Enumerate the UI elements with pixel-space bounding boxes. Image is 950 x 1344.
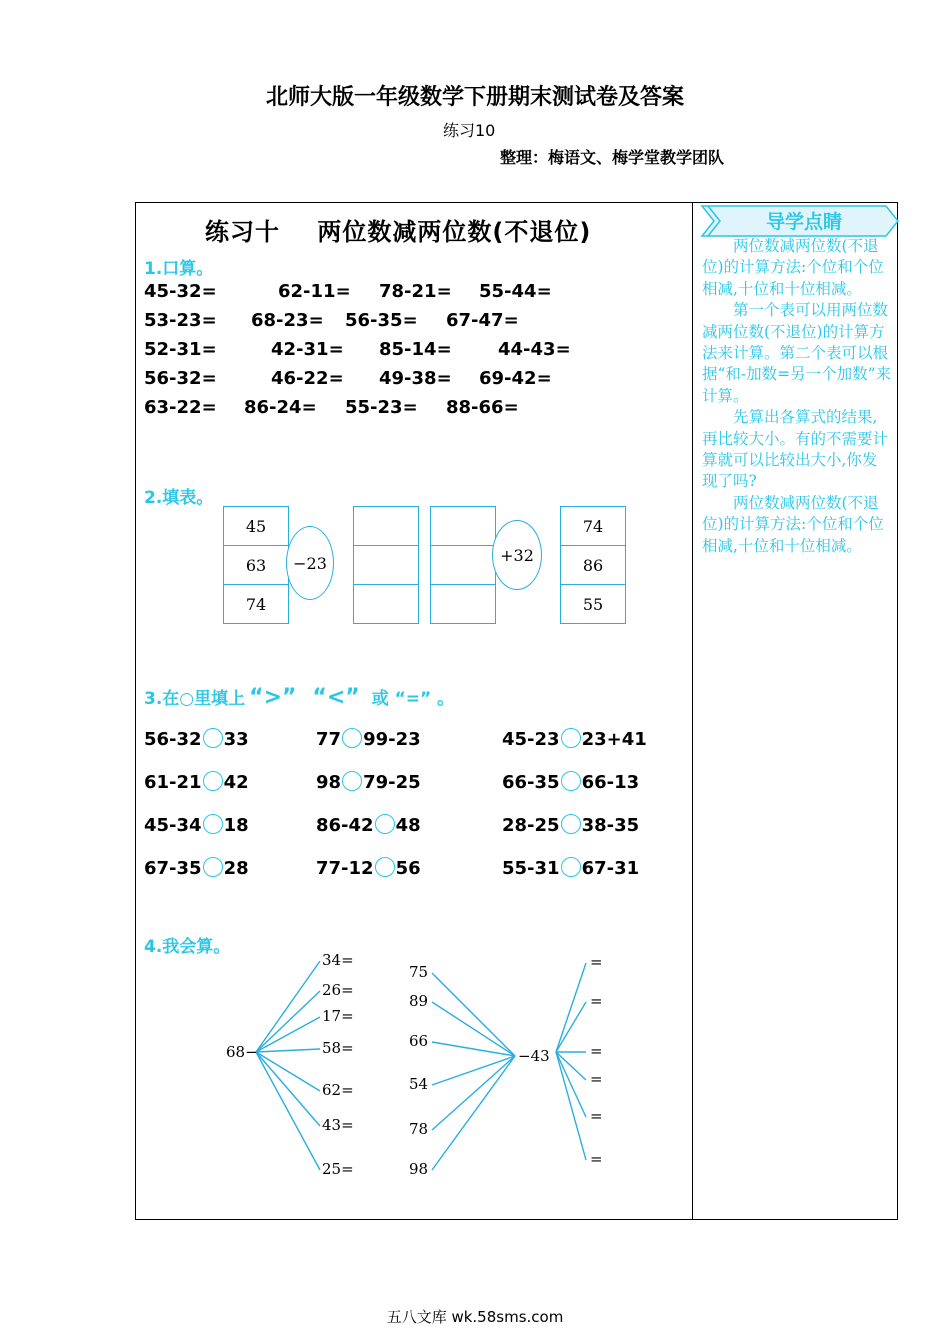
- heading-end: 。: [437, 689, 455, 709]
- compare-right: 79-25: [363, 772, 421, 793]
- compare-right: 23+41: [581, 729, 647, 750]
- tree-output: =: [590, 1042, 603, 1060]
- tree-input: 54: [409, 1075, 429, 1093]
- tree-output: =: [590, 1070, 603, 1088]
- document-subtitle: 练习10: [443, 121, 496, 140]
- sidebar-heading: 导学点睛: [765, 211, 843, 233]
- table-cell: 55: [561, 585, 626, 624]
- compare-left: 77: [316, 729, 342, 750]
- sidebar-paragraph: 两位数减两位数(不退位)的计算方法:个位和个位相减,十位和十位相减。: [702, 493, 884, 555]
- oral-calc-item: 56-32=: [144, 368, 217, 389]
- tree-item: 58=: [322, 1039, 354, 1057]
- table-cell: 63: [224, 546, 289, 585]
- document-organizer: 整理：梅语文、梅学堂教学团队: [500, 148, 725, 167]
- compare-left: 67-35: [144, 858, 202, 879]
- compare-right: 28: [223, 858, 249, 879]
- tree-line: [256, 1052, 320, 1091]
- oral-calc-item: 53-23=: [144, 310, 217, 331]
- tree-line: [256, 961, 320, 1052]
- tree-line: [432, 1056, 515, 1130]
- gt-symbol: “>”: [249, 685, 297, 710]
- table-cell: 86: [561, 546, 626, 585]
- compare-left: 86-42: [316, 815, 374, 836]
- lt-symbol: “<”: [312, 685, 360, 710]
- eq-symbol: “=”: [394, 689, 432, 709]
- section-4-heading: 4.我会算。: [144, 937, 231, 957]
- tree-center-right: −43: [518, 1047, 550, 1065]
- tree-line: [432, 1056, 515, 1170]
- oral-calc-item: 63-22=: [144, 397, 217, 418]
- footer-text: 五八文库 wk.58sms.com: [386, 1308, 564, 1326]
- compare-left: 98: [316, 772, 342, 793]
- oral-calc-item: 86-24=: [244, 397, 317, 418]
- compare-left: 77-12: [316, 858, 374, 879]
- table-cell: 74: [561, 507, 626, 546]
- oral-calc-item: 55-23=: [345, 397, 418, 418]
- heading-text: 3.在○里填上: [144, 689, 246, 709]
- compare-left: 55-31: [502, 858, 560, 879]
- oral-calc-item: 49-38=: [379, 368, 452, 389]
- tree-item: 17=: [322, 1007, 354, 1025]
- oral-calc-item: 78-21=: [379, 281, 452, 302]
- compare-right: 67-31: [581, 858, 640, 879]
- compare-right: 38-35: [581, 815, 640, 836]
- oral-calc-item: 45-32=: [144, 281, 217, 302]
- compare-right: 48: [395, 815, 421, 836]
- tree-line: [432, 1002, 515, 1056]
- compare-left: 66-35: [502, 772, 560, 793]
- sidebar-paragraph: 先算出各算式的结果,再比较大小。有的不需要计算就可以比较出大小,你发现了吗?: [702, 408, 889, 491]
- section-1-heading: 1.口算。: [144, 259, 214, 279]
- tree-item: 34=: [322, 951, 354, 969]
- tree-item: 62=: [322, 1081, 354, 1099]
- document-title: 北师大版一年级数学下册期末测试卷及答案: [265, 85, 684, 110]
- tree-center-left: 68−: [226, 1043, 258, 1061]
- oral-calc-item: 44-43=: [498, 339, 571, 360]
- oral-calc-item: 55-44=: [479, 281, 552, 302]
- tree-output: =: [590, 1107, 603, 1125]
- tree-output: =: [590, 1150, 603, 1168]
- tree-output: =: [590, 992, 603, 1010]
- oral-calc-item: 69-42=: [479, 368, 552, 389]
- tree-input: 78: [409, 1120, 429, 1138]
- oral-calc-item: 68-23=: [251, 310, 324, 331]
- sidebar-paragraph: 第一个表可以用两位数减两位数(不退位)的计算方法来计算。第二个表可以根据“和-加数=另一个加数”来计算。: [702, 301, 892, 405]
- tree-input: 66: [409, 1032, 429, 1050]
- sidebar-text: [702, 236, 892, 557]
- compare-right: 56: [395, 858, 421, 879]
- compare-right: 42: [223, 772, 249, 793]
- oral-calc-item: 88-66=: [446, 397, 519, 418]
- compare-left: 28-25: [502, 815, 560, 836]
- compare-left: 56-32: [144, 729, 202, 750]
- tree-item: 43=: [322, 1116, 354, 1134]
- tree-item: 25=: [322, 1160, 354, 1178]
- compare-left: 45-34: [144, 815, 202, 836]
- operator-oval-plus: +32: [492, 520, 542, 590]
- tree-input: 89: [409, 992, 429, 1010]
- or-text: 或: [371, 689, 389, 709]
- compare-right: 33: [223, 729, 249, 750]
- sidebar-heading-banner: [700, 204, 900, 238]
- compare-right: 99-23: [363, 729, 421, 750]
- oral-calc-item: 42-31=: [271, 339, 344, 360]
- table-cell: 45: [224, 507, 289, 546]
- tree-item: 26=: [322, 981, 354, 999]
- oral-calc-item: 62-11=: [278, 281, 351, 302]
- oral-calc-item: 85-14=: [379, 339, 452, 360]
- oral-calc-item: 56-35=: [345, 310, 418, 331]
- tree-line: [556, 963, 586, 1052]
- oral-calc-item: 67-47=: [446, 310, 519, 331]
- exercise-title: 练习十 两位数减两位数(不退位): [205, 218, 592, 246]
- oral-calc-item: 52-31=: [144, 339, 217, 360]
- tree-output: =: [590, 953, 603, 971]
- tree-line: [256, 1052, 320, 1126]
- compare-left: 45-23: [502, 729, 560, 750]
- tree-line: [256, 1052, 320, 1170]
- compare-right: 66-13: [581, 772, 640, 793]
- tree-input: 98: [409, 1160, 429, 1178]
- tree-input: 75: [409, 963, 429, 981]
- oral-calc-item: 46-22=: [271, 368, 344, 389]
- section-2-heading: 2.填表。: [144, 488, 214, 508]
- tree-line: [432, 1056, 515, 1085]
- table-cell: 74: [224, 585, 289, 624]
- compare-left: 61-21: [144, 772, 202, 793]
- operator-oval-minus: −23: [286, 526, 334, 600]
- tree-line: [256, 1049, 320, 1052]
- compare-right: 18: [223, 815, 249, 836]
- sidebar-paragraph: 两位数减两位数(不退位)的计算方法:个位和个位相减,十位和十位相减。: [702, 237, 884, 298]
